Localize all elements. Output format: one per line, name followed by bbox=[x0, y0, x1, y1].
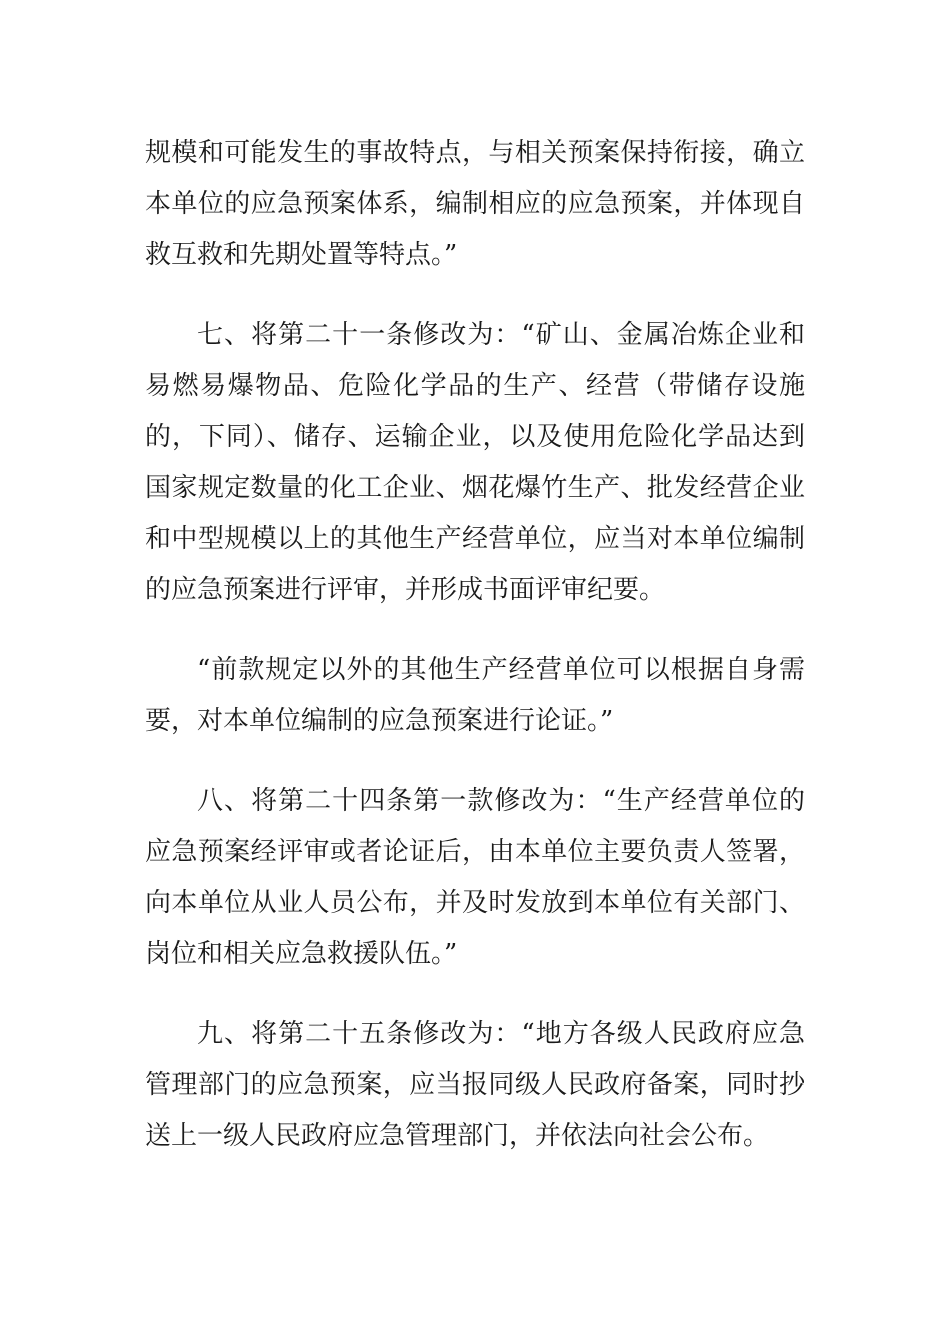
paragraph-article-8: 八、将第二十四条第一款修改为：“生产经营单位的应急预案经评审或者论证后，由本单位主要负责人签署，向本单位从业人员公布，并及时发放到本单位有关部门、岗位和相关应急救援队伍。” bbox=[145, 786, 805, 969]
paragraph-article-7: 七、将第二十一条修改为：“矿山、金属冶炼企业和易燃易爆物品、危险化学品的生产、经营（带储存设施的，下同）、储存、运输企业，以及使用危险化学品达到国家规定数量的化工企业、烟花爆竹生产、批发经营企业和中型规模以上的其他生产经营单位，应当对本单位编制的应急预案进行评审，并形成书面评审纪要。 bbox=[145, 320, 805, 605]
document-body bbox=[145, 128, 805, 1191]
paragraph-article-7-clause-2: “前款规定以外的其他生产经营单位可以根据自身需要，对本单位编制的应急预案进行论证。” bbox=[145, 655, 805, 736]
paragraph-continuation: 规模和可能发生的事故特点，与相关预案保持衔接，确立本单位的应急预案体系，编制相应的应急预案，并体现自救互救和先期处置等特点。” bbox=[145, 138, 805, 270]
paragraph-article-9: 九、将第二十五条修改为：“地方各级人民政府应急管理部门的应急预案，应当报同级人民政府备案，同时抄送上一级人民政府应急管理部门，并依法向社会公布。 bbox=[145, 1019, 805, 1151]
